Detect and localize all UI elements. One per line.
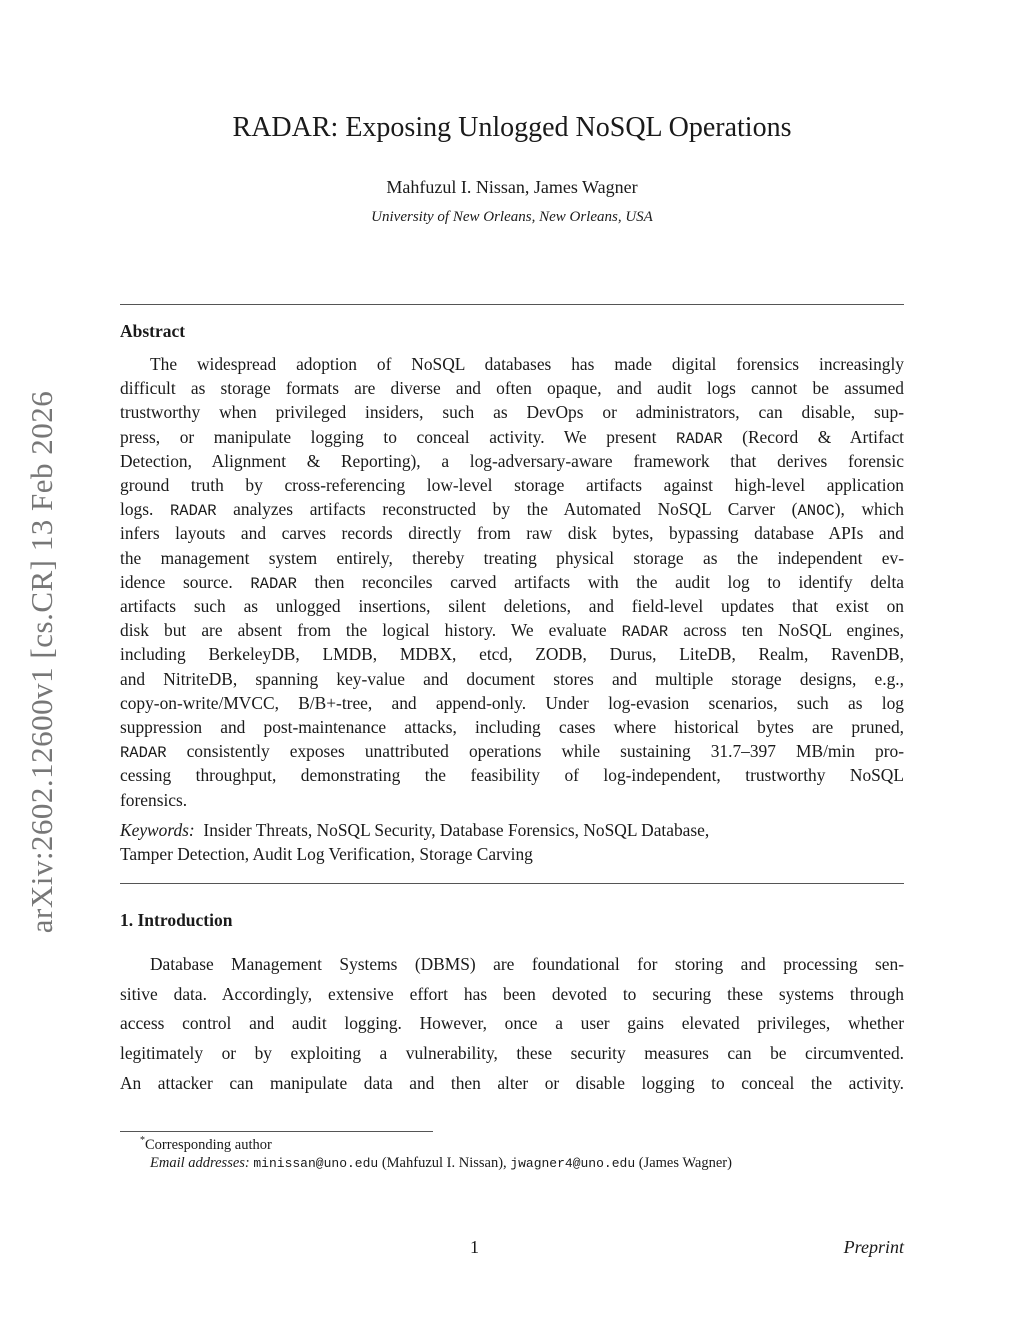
text-segment: analyzes artifacts reconstructed by the Automated NoSQL Carver ( [216,499,798,520]
code-term: RADAR [120,744,167,763]
code-term: RADAR [250,574,297,593]
text-segment: access control and audit logging. However, once a user gains elevated privileges, whether [120,1013,904,1034]
intro-line [120,1043,904,1067]
text-segment: suppression and post-maintenance attacks, including cases where historical bytes are pruned, [120,717,904,737]
abstract-line [120,693,904,717]
arxiv-identifier[interactable]: arXiv:2602.12600v1 [cs.CR] 13 Feb 2026 [24,390,59,934]
text-segment: The widespread adoption of NoSQL databases has made digital forensics increasingly [150,354,904,374]
footnote-emails [150,1155,732,1172]
text-segment: and NitriteDB, spanning key-value and document stores and multiple storage designs, e.g., [120,668,904,689]
intro-line [120,984,904,1008]
section-heading-introduction: 1. Introduction [120,910,233,930]
abstract-heading: Abstract [120,321,186,341]
authors: Mahfuzul I. Nissan, James Wagner [386,177,638,197]
text-segment: consistently exposes unattributed operations while sustaining 31.7–397 MB/min pro- [166,741,904,762]
email-link-2[interactable]: jwagner4@uno.edu [510,1156,636,1171]
abstract-line [120,644,904,668]
email-label: Email addresses: [150,1155,250,1171]
abstract-line [120,402,904,426]
intro-line [150,954,904,978]
abstract-line [120,669,904,693]
footnote-rule [120,1131,433,1132]
text-segment: ), which [834,499,904,520]
text-segment: press, or manipulate logging to conceal activity. We present [120,426,677,447]
intro-line [120,1073,904,1097]
text-segment: then reconciles carved artifacts with the audit log to identify delta [296,571,904,592]
text-segment: disk but are absent from the logical history. We evaluate [120,620,622,641]
intro-line [120,1013,904,1037]
abstract-line [120,548,904,572]
abstract-line [120,475,904,499]
footnote-mark: * [140,1135,145,1146]
affiliation: University of New Orleans, New Orleans, USA [371,209,653,225]
keywords-text: Insider Threats, NoSQL Security, Database Forensics, NoSQL Database, [203,820,710,840]
abstract-line [120,523,904,547]
text-segment: cessing throughput, demonstrating the feasibility of log-independent, trustworthy NoSQL [120,765,904,786]
abstract-line [120,765,904,789]
abstract-line [120,717,904,741]
code-term: RADAR [676,429,723,448]
text-segment: infers layouts and carves records directly from raw disk bytes, bypassing database APIs and [120,523,904,544]
text-segment: forensics. [120,789,188,810]
text-segment: difficult as storage formats are diverse and often opaque, and audit logs cannot be assumed [120,378,904,399]
abstract-line [120,596,904,620]
keywords-label: Keywords: [120,820,195,840]
text-segment: sitive data. Accordingly, extensive effort has been devoted to securing these systems through [120,983,904,1004]
text-segment: the management system entirely, thereby treating physical storage as the independent ev- [120,547,904,568]
abstract-line [120,620,904,644]
text-segment: An attacker can manipulate data and then alter or disable logging to conceal the activity. [120,1072,904,1093]
code-term: RADAR [621,623,669,642]
text-segment: Database Management Systems (DBMS) are foundational for storing and processing sen- [150,954,904,974]
code-term: ANOC [797,502,835,521]
email-name-2: (James Wagner) [635,1155,732,1171]
abstract-line [120,499,904,523]
text-segment: artifacts such as unlogged insertions, silent deletions, and field-level updates that exist on [120,596,904,616]
paper-title: RADAR: Exposing Unlogged NoSQL Operations [232,112,792,143]
email-name-1: (Mahfuzul I. Nissan), [378,1155,511,1171]
keywords-line-2: Tamper Detection, Audit Log Verification, Storage Carving [120,844,533,864]
email-link-1[interactable]: minissan@uno.edu [253,1156,379,1171]
keywords-line-1 [120,820,709,841]
abstract-line [120,572,904,596]
text-segment: trustworthy when privileged insiders, such as DevOps or administrators, can disable, sup- [120,402,904,423]
text-segment: across ten NoSQL engines, [668,620,904,641]
divider [120,883,904,884]
page-number: 1 [470,1237,479,1257]
text-segment: including BerkeleyDB, LMDB, MDBX, etcd, ZODB, Durus, LiteDB, Realm, RavenDB, [120,644,904,665]
code-term: RADAR [170,502,217,521]
abstract-line [120,790,904,814]
text-segment: idence source. [120,571,251,592]
abstract-line [120,378,904,402]
abstract-line [120,451,904,475]
text-segment: (Record & Artifact [722,426,904,447]
abstract-line [120,427,904,451]
footnote-text: Corresponding author [145,1136,272,1153]
text-segment: Detection, Alignment & Reporting), a log-adversary-aware framework that derives forensic [120,450,904,471]
text-segment: copy-on-write/MVCC, B/B+-tree, and append-only. Under log-evasion scenarios, such as log [120,692,904,713]
text-segment: ground truth by cross-referencing low-level storage artifacts against high-level application [120,475,904,495]
text-segment: logs. [120,499,170,520]
abstract-line [150,354,904,378]
divider [120,304,904,305]
preprint-label: Preprint [843,1237,904,1257]
text-segment: legitimately or by exploiting a vulnerability, these security measures can be circumvented. [120,1043,904,1064]
footnote-corresponding [140,1135,272,1154]
abstract-line [120,741,904,765]
